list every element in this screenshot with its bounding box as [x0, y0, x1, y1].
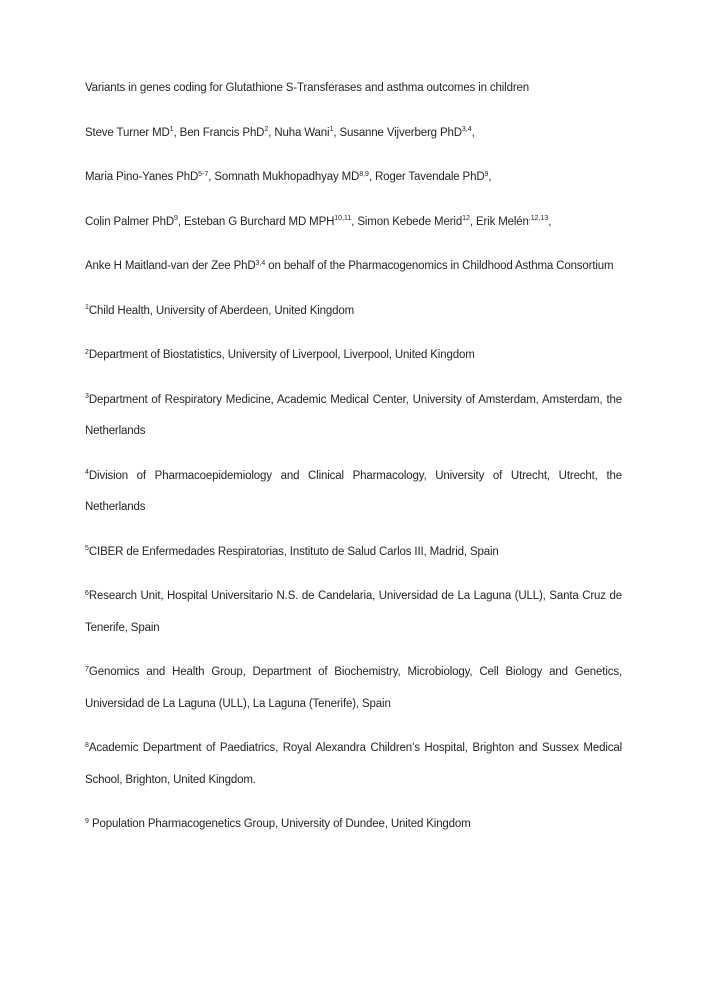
affiliation-5: $^5$CIBER de Enfermedades Respiratorias, Instituto de Salud Carlos III, Madrid, Spain — [85, 545, 499, 558]
affiliation-1: $^1$Child Health, University of Aberdeen, United Kingdom — [85, 304, 355, 317]
affiliation-6: $^6$Research Unit, Hospital Universitario N.S. de Candelaria, Universidad de La Laguna (ULL), Santa Cruz de Tenerife, Spain — [85, 589, 622, 634]
affiliation-7: $^7$Genomics and Health Group, Department of Biochemistry, Microbiology, Cell Biology and Genetics, Universidad de La Laguna (ULL), La Laguna (Tenerife), Spain — [85, 665, 622, 710]
affiliation-4: $^4$Division of Pharmacoepidemiology and Clinical Pharmacology, University of Utrecht, Utrecht, the Netherlands — [85, 469, 622, 513]
paper-title: Variants in genes coding for Glutathione S-Transferases and asthma outcomes in children — [85, 82, 530, 94]
author-line-4-consortium: Anke H Maitland-van der Zee PhD$^{3,4}$ on behalf of the Pharmacogenomics in Childhood Asthma Consortium — [85, 259, 614, 272]
author-line-3: Colin Palmer PhD$^9$, Esteban G Burchard MD MPH$^{10,11}$, Simon Kebede Merid$^{12}$, Erik Melén$^{,12,13}$, — [85, 215, 552, 228]
affiliation-3: $^3$Department of Respiratory Medicine, Academic Medical Center, University of Amsterdam, Amsterdam, the Netherlands — [85, 393, 622, 437]
affiliation-9: $^9$ Population Pharmacogenetics Group, University of Dundee, United Kingdom — [85, 817, 471, 830]
author-line-2: Maria Pino-Yanes PhD$^{5-7}$, Somnath Mukhopadhyay MD$^{8,9}$, Roger Tavendale PhD$^9$, — [85, 170, 492, 183]
affiliation-2: $^2$Department of Biostatistics, University of Liverpool, Liverpool, United Kingdom — [85, 348, 475, 361]
affiliation-8: $^8$Academic Department of Paediatrics, Royal Alexandra Children’s Hospital, Brighton and Sussex Medical School, Brighton, United Kingdom. — [85, 741, 622, 786]
author-line-1: Steve Turner $MD^1$, Ben Francis PhD$^2$, Nuha Wani$^1$, Susanne Vijverberg PhD$^{3,4}$, — [85, 126, 475, 139]
